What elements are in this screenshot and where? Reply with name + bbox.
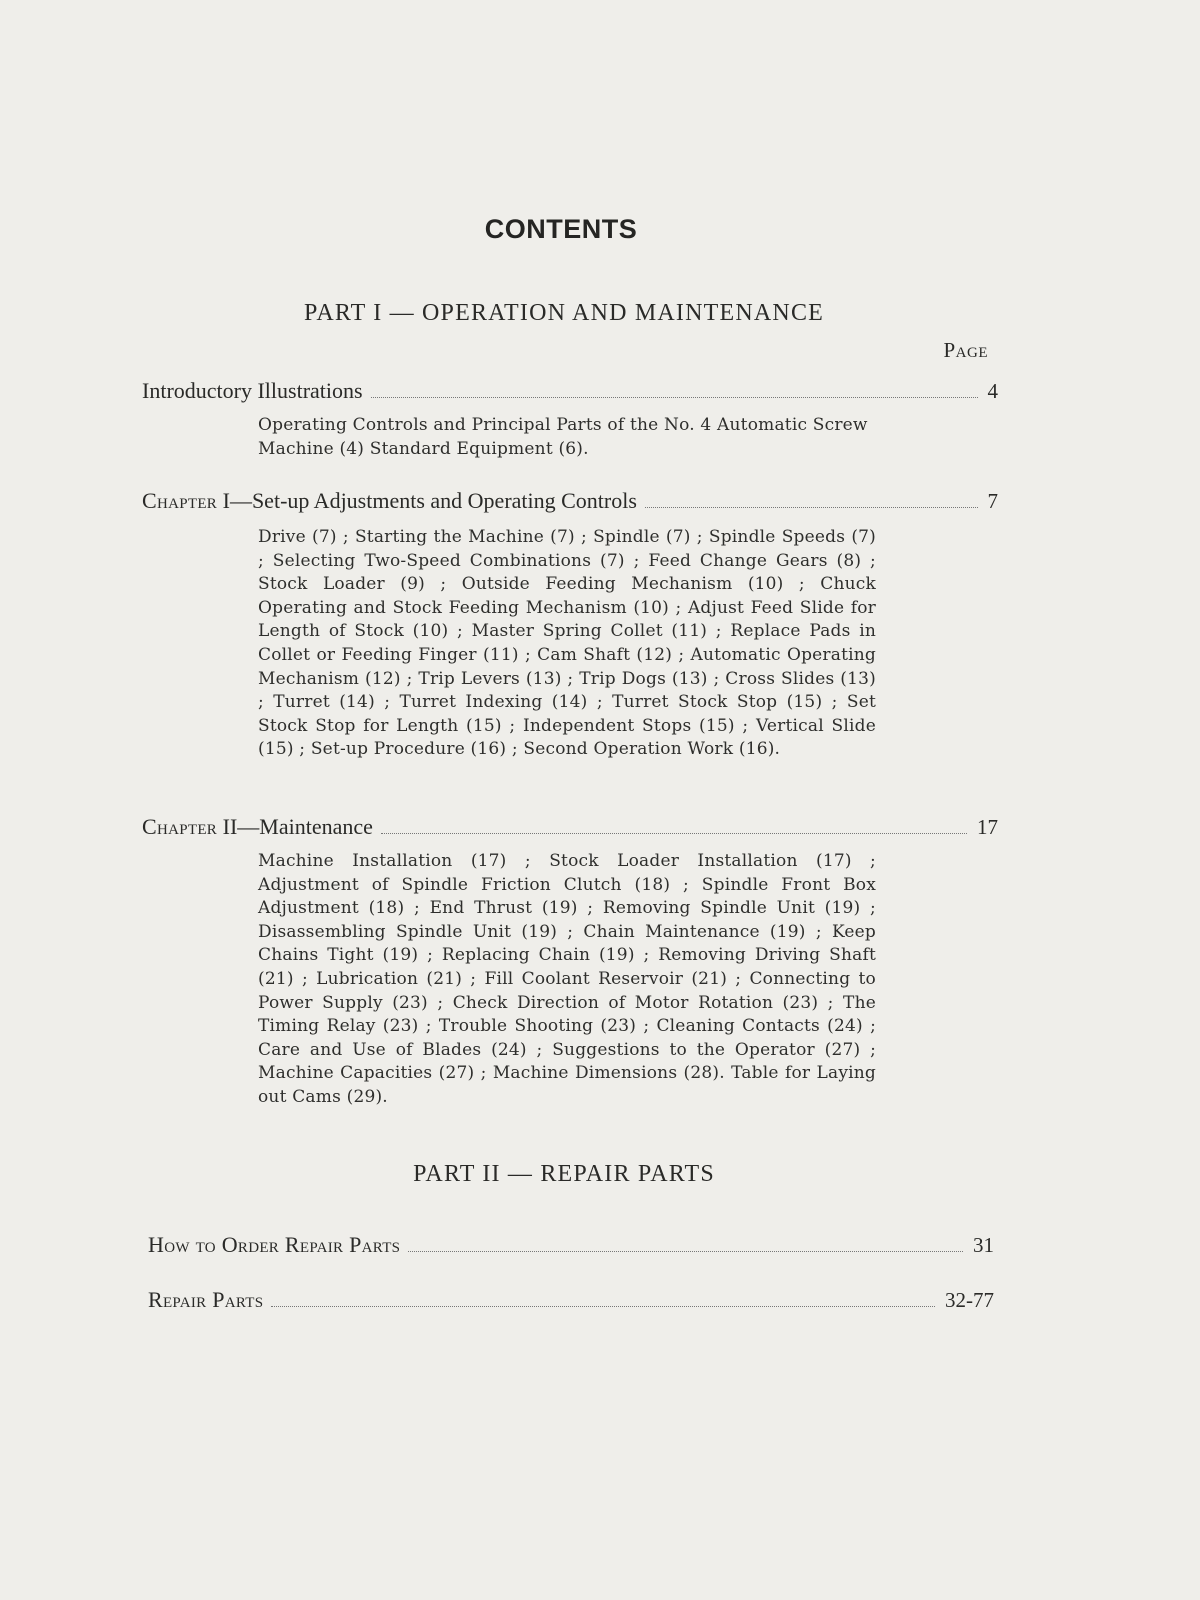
page-column-label: Page [943,338,988,362]
toc-entry-label [142,488,637,514]
toc-entry-page-number: 32-77 [945,1288,994,1312]
contents-title: CONTENTS [484,214,638,244]
dot-leader [408,1251,963,1252]
toc-entry-page-number: 31 [973,1233,994,1257]
part-1-heading: PART I — OPERATION AND MAINTENANCE [303,300,825,326]
chapter-1-description: Drive (7) ; Starting the Machine (7) ; Spindle (7) ; Spindle Speeds (7) ; Selecting Two-Speed Combinations (7) ; Feed Change Gears (8) ; Stock Loader (9) ; Outside Feeding Mechanism (10) ; Chuck Operating and Stock Feeding Mechanism (10) ; Adjust Feed Slide for Length of Stock (10) ; Master Spring Collet (11) ; Replace Pads in Collet or Feeding Finger (11) ; Cam Shaft (12) ; Automatic Operating Mechanism (12) ; Trip Levers (13) ; Trip Dogs (13) ; Cross Slides (13) ; Turret (14) ; Turret Indexing (14) ; Turret Stock Stop (15) ; Set Stock Stop for Length (15) ; Independent Stops (15) ; Vertical Slide (15) ; Set-up Procedure (16) ; Second Operation Work (16). [258,527,876,760]
dot-leader [371,397,978,398]
toc-entry-label: Repair Parts [148,1287,264,1312]
chapter-prefix: Chapter [142,814,218,839]
toc-entry-how-to-order-repair-parts [148,1232,994,1258]
dot-leader [271,1306,935,1307]
dot-leader [645,507,978,508]
toc-entry-chapter-1 [142,488,998,514]
part-2-heading: PART II — REPAIR PARTS [413,1161,715,1187]
toc-entry-label: How to Order Repair Parts [148,1232,401,1257]
chapter-title: I—Set-up Adjustments and Operating Controls [222,488,637,513]
toc-entry-repair-parts [148,1287,994,1313]
chapter-prefix: Chapter [142,488,218,513]
toc-entry-label [142,814,373,840]
introductory-illustrations-description: Operating Controls and Principal Parts of the No. 4 Automatic Screw Machine (4) Standard Equipment (6). [258,415,868,459]
chapter-title: II—Maintenance [222,814,373,839]
toc-entry-page-number: 17 [977,815,998,839]
toc-entry-introductory-illustrations [142,378,998,404]
chapter-2-description: Machine Installation (17) ; Stock Loader Installation (17) ; Adjustment of Spindle Friction Clutch (18) ; Spindle Front Box Adjustment (18) ; End Thrust (19) ; Removing Spindle Unit (19) ; Disassembling Spindle Unit (19) ; Chain Maintenance (19) ; Keep Chains Tight (19) ; Replacing Chain (19) ; Removing Driving Shaft (21) ; Lubrication (21) ; Fill Coolant Reservoir (21) ; Connecting to Power Supply (23) ; Check Direction of Motor Rotation (23) ; The Timing Relay (23) ; Trouble Shooting (23) ; Cleaning Contacts (24) ; Care and Use of Blades (24) ; Suggestions to the Operator (27) ; Machine Capacities (27) ; Machine Dimensions (28). Table for Laying out Cams (29). [258,851,876,1107]
toc-entry-page-number: 4 [987,379,998,403]
toc-entry-label: Introductory Illustrations [142,378,363,403]
dot-leader [381,833,967,834]
toc-entry-chapter-2 [142,814,998,840]
toc-entry-page-number: 7 [987,489,998,513]
